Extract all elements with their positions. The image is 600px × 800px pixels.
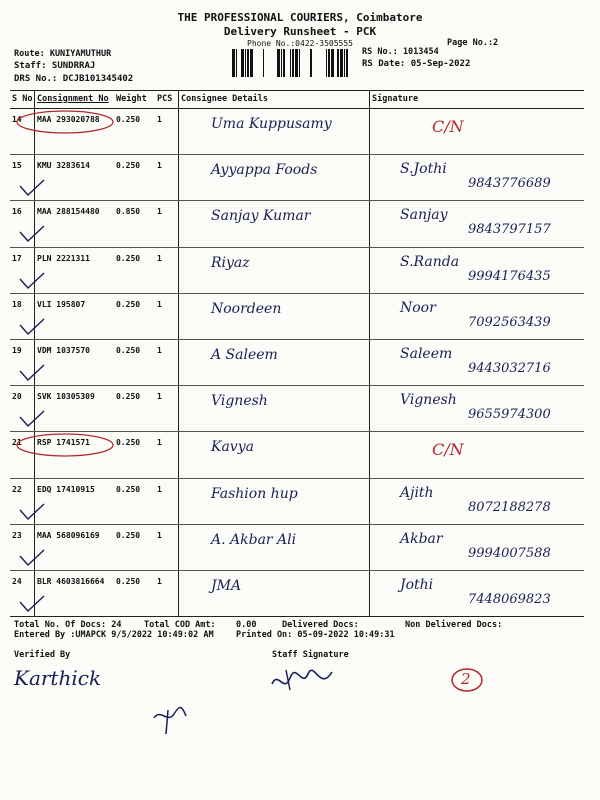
row-weight: 0.250 <box>116 530 141 540</box>
row-signature: Jothi <box>400 577 434 593</box>
barcode-bar <box>292 49 294 77</box>
total-docs: Total No. Of Docs: 24 <box>14 620 122 630</box>
row-phone-handwritten: 9843797157 <box>468 222 551 238</box>
row-consignee-handwritten: JMA <box>211 578 242 594</box>
row-pcs: 1 <box>157 161 162 171</box>
row-phone-handwritten: 9655974300 <box>468 407 551 423</box>
barcode-bar <box>299 49 300 77</box>
barcode-bar <box>295 49 298 77</box>
row-consignment: MAA 293020788 <box>37 115 100 124</box>
tick-mark <box>18 271 46 291</box>
barcode <box>232 49 354 77</box>
tick-mark <box>18 317 46 337</box>
row-divider <box>10 524 584 525</box>
row-sno: 24 <box>12 577 22 586</box>
row-signature: C/N <box>432 440 464 460</box>
row-consignee-handwritten: A Saleem <box>211 347 278 363</box>
row-weight: 0.250 <box>116 346 141 355</box>
row-consignment: MAA 288154480 <box>37 207 100 217</box>
row-consignment: MAA 568096169 <box>37 530 100 540</box>
row-pcs: 1 <box>157 438 162 448</box>
row-signature: S.Jothi <box>400 161 447 178</box>
row-signature: S.Randa <box>400 253 460 270</box>
row-weight: 0.250 <box>116 253 141 263</box>
barcode-bar <box>250 49 253 77</box>
barcode-bar <box>277 49 280 77</box>
row-sno: 21 <box>12 438 22 448</box>
column-divider <box>34 90 35 616</box>
runsheet-subtitle: Delivery Runsheet - PCK <box>223 25 377 38</box>
row-pcs: 1 <box>157 207 162 217</box>
row-consignee-handwritten: Vignesh <box>211 393 268 410</box>
circled-number: 2 <box>461 670 471 688</box>
barcode-bar <box>340 49 343 77</box>
barcode-bar <box>331 49 334 77</box>
row-consignee-handwritten: Riyaz <box>211 254 250 271</box>
barcode-bar <box>290 49 291 77</box>
row-consignee-handwritten: Kavya <box>211 439 254 456</box>
row-weight: 0.250 <box>116 299 141 309</box>
row-phone-handwritten: 8072188278 <box>468 499 551 515</box>
staff-signature-label: Staff Signature <box>272 650 349 660</box>
table-top-rule <box>10 90 584 91</box>
route-label: Route: KUNIYAMUTHUR <box>14 49 112 59</box>
row-pcs: 1 <box>157 299 162 309</box>
header-weight: Weight <box>116 94 147 104</box>
row-pcs: 1 <box>157 346 162 355</box>
row-pcs: 1 <box>157 530 162 540</box>
entered-by: Entered By :UMAPCK 9/5/2022 10:49:02 AM <box>14 630 214 640</box>
initials-scribble <box>150 698 190 738</box>
phone-number: Phone No.:0422-3505555 <box>247 39 353 48</box>
row-weight: 0.250 <box>116 161 141 171</box>
row-sno: 16 <box>12 207 22 217</box>
row-consignee-handwritten: Fashion hup <box>211 485 298 502</box>
row-phone-handwritten: 9843776689 <box>468 176 551 192</box>
row-phone-handwritten: 7092563439 <box>468 314 551 330</box>
row-consignment: RSP 1741571 <box>37 438 90 448</box>
row-weight: 0.250 <box>116 484 141 494</box>
verified-by-label: Verified By <box>14 650 71 660</box>
row-consignment: PLN 2221311 <box>37 253 90 263</box>
circled-consignment <box>15 432 115 458</box>
row-consignment: BLR 4603816664 <box>37 577 105 586</box>
drs-number: DRS No.: DCJB101345402 <box>14 74 134 84</box>
tick-mark <box>18 548 46 568</box>
barcode-bar <box>326 49 327 77</box>
row-divider <box>10 478 584 479</box>
row-consignee-handwritten: Ayyappa Foods <box>211 162 318 179</box>
column-divider <box>369 90 370 616</box>
row-divider <box>10 339 584 340</box>
row-signature: C/N <box>432 117 464 136</box>
rs-date: RS Date: 05-Sep-2022 <box>362 59 471 69</box>
barcode-bar <box>245 49 246 77</box>
row-pcs: 1 <box>157 115 162 124</box>
header-pcs: PCS <box>157 94 173 104</box>
barcode-bar <box>241 49 244 77</box>
row-sno: 20 <box>12 392 22 402</box>
row-divider <box>10 154 584 155</box>
column-divider <box>178 90 179 616</box>
header-consignment: Consignment No <box>37 94 109 104</box>
row-phone-handwritten: 9994176435 <box>468 268 551 284</box>
row-consignee-handwritten: Sanjay Kumar <box>211 208 311 225</box>
row-divider <box>10 570 584 571</box>
tick-mark <box>18 363 46 383</box>
row-sno: 18 <box>12 299 22 309</box>
barcode-bar <box>232 49 235 77</box>
row-weight: 0.250 <box>116 577 141 586</box>
tick-mark <box>18 224 46 244</box>
row-consignee-handwritten: A. Akbar Ali <box>211 531 297 548</box>
row-sno: 19 <box>12 346 22 355</box>
total-cod-label: Total COD Amt: <box>144 620 216 630</box>
row-pcs: 1 <box>157 484 162 494</box>
row-signature: Sanjay <box>400 207 448 224</box>
row-consignment: VDM 1037570 <box>37 346 90 355</box>
row-pcs: 1 <box>157 577 162 586</box>
footer-rule <box>10 616 584 617</box>
row-signature: Saleem <box>400 346 453 362</box>
page-number: Page No.:2 <box>447 38 499 48</box>
barcode-bar <box>346 49 348 77</box>
row-consignee-handwritten: Uma Kuppusamy <box>211 116 332 132</box>
row-pcs: 1 <box>157 392 162 402</box>
row-divider <box>10 200 584 201</box>
row-sno: 17 <box>12 253 22 263</box>
printed-on: Printed On: 05-09-2022 10:49:31 <box>236 630 395 640</box>
tick-mark <box>18 178 46 198</box>
barcode-bar <box>247 49 249 77</box>
row-sno: 22 <box>12 484 22 494</box>
barcode-bar <box>281 49 282 77</box>
tick-mark <box>18 594 46 614</box>
barcode-bar <box>283 49 285 77</box>
row-sno: 23 <box>12 530 22 540</box>
row-divider <box>10 293 584 294</box>
row-weight: 0.250 <box>116 392 141 402</box>
barcode-bar <box>263 49 264 77</box>
header-sno: S No <box>12 94 33 104</box>
staff-signature-scribble <box>268 666 338 696</box>
barcode-bar <box>236 49 237 77</box>
verifier-signature: Karthick <box>14 666 102 690</box>
row-consignment: KMU 3283614 <box>37 161 90 171</box>
row-consignee-handwritten: Noordeen <box>211 300 282 317</box>
row-phone-handwritten: 7448069823 <box>468 592 551 607</box>
non-delivered-docs: Non Delivered Docs: <box>405 620 503 630</box>
staff-label: Staff: SUNDRRAJ <box>14 61 96 71</box>
row-signature: Vignesh <box>400 392 457 409</box>
row-signature: Ajith <box>400 484 434 501</box>
row-phone-handwritten: 9994007588 <box>468 545 551 561</box>
barcode-bar <box>310 49 312 77</box>
circled-consignment <box>15 109 115 135</box>
row-consignment: VLI 195807 <box>37 299 86 309</box>
row-pcs: 1 <box>157 253 162 263</box>
row-consignment: EDQ 17410915 <box>37 484 95 494</box>
barcode-bar <box>344 49 345 77</box>
row-signature: Akbar <box>400 530 443 547</box>
tick-mark <box>18 409 46 429</box>
delivered-docs: Delivered Docs: <box>282 620 359 630</box>
row-weight: 0.250 <box>116 438 141 448</box>
total-cod-value: 0.00 <box>236 620 257 630</box>
row-consignment: SVK 10305309 <box>37 392 95 402</box>
header-signature: Signature <box>372 94 419 104</box>
row-sno: 14 <box>12 115 22 124</box>
row-weight: 0.850 <box>116 207 141 217</box>
row-sno: 15 <box>12 161 22 171</box>
rs-number: RS No.: 1013454 <box>362 47 439 57</box>
company-title: THE PROFESSIONAL COURIERS, Coimbatore <box>177 11 423 24</box>
row-weight: 0.250 <box>116 115 141 124</box>
row-divider <box>10 247 584 248</box>
header-consignee: Consignee Details <box>181 94 268 104</box>
barcode-bar <box>328 49 330 77</box>
row-signature: Noor <box>400 299 436 316</box>
tick-mark <box>18 502 46 522</box>
row-phone-handwritten: 9443032716 <box>468 361 551 376</box>
row-divider <box>10 385 584 386</box>
barcode-bar <box>337 49 339 77</box>
